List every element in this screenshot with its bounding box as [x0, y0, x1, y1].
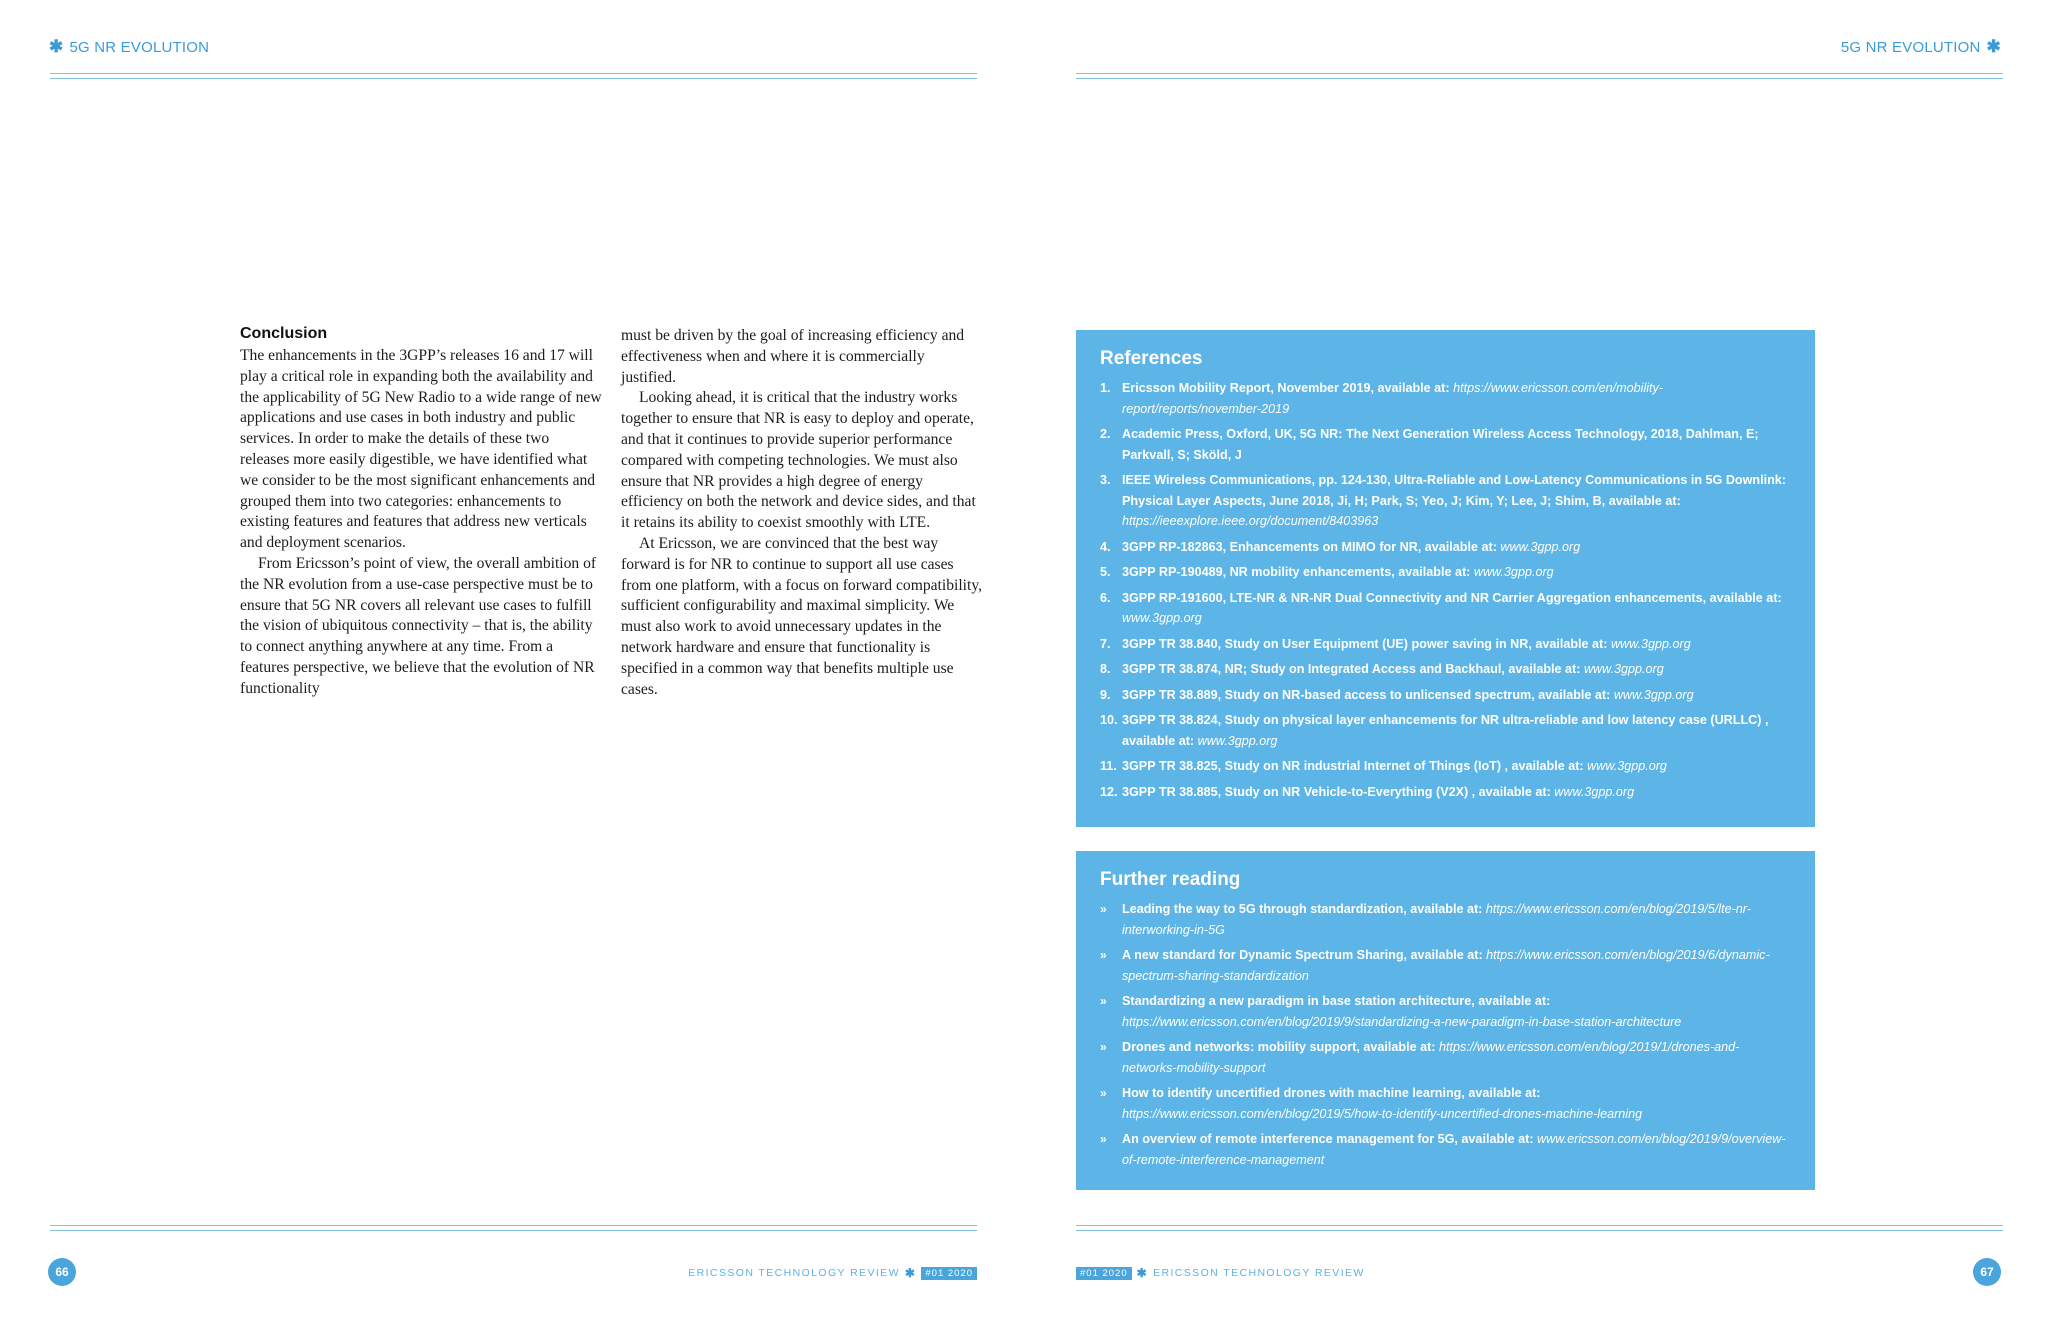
reading-text: An overview of remote interference management for 5G, available at: [1122, 1132, 1538, 1146]
further-reading-list [1100, 899, 1791, 1170]
reference-item [1100, 562, 1791, 583]
reading-text: Leading the way to 5G through standardization, available at: [1122, 902, 1486, 916]
further-reading-item [1100, 1129, 1791, 1170]
reference-text: 3GPP TR 38.840, Study on User Equipment (UE) power saving in NR, available at: [1122, 636, 1611, 651]
reference-link[interactable]: https://ieeexplore.ieee.org/document/8403963 [1122, 514, 1379, 528]
reference-item [1100, 710, 1791, 751]
paragraph: From Ericsson’s point of view, the overall ambition of the NR evolution from a use-case perspective must be to ensure that 5G NR covers all relevant use cases to fulfill the vision of ubiquitous connectivity – that is, the ability to connect anything anywhere at any time. From a features perspective, we believe that the evolution of NR functionality [240, 554, 597, 697]
conclusion-heading: Conclusion [240, 325, 328, 342]
reference-text: 3GPP TR 38.824, Study on physical layer enhancements for NR ultra-reliable and low latency case (URLLC) , available at: [1122, 713, 1769, 748]
reference-number: 10. [1100, 713, 1118, 727]
reading-text: A new standard for Dynamic Spectrum Sharing, available at: [1122, 948, 1487, 962]
section-title: 5G NR EVOLUTION [69, 38, 210, 56]
chevron-right-icon: » [1100, 902, 1107, 916]
reference-item [1100, 588, 1791, 629]
reference-item [1100, 685, 1791, 706]
reference-link[interactable]: https://www.ericsson.com/en/mobility-report/reports/november-2019 [1122, 381, 1664, 416]
reference-item [1100, 634, 1791, 655]
asterisk-icon: ✱ [1986, 37, 2001, 56]
further-reading-title: Further reading [1100, 869, 1241, 890]
reading-text: Drones and networks: mobility support, available at: [1122, 1040, 1440, 1054]
page-number-left: 66 [48, 1258, 76, 1286]
reference-link[interactable]: www.3gpp.org [1197, 733, 1278, 748]
reference-item [1100, 659, 1791, 680]
footer-publication-right [1076, 1266, 1365, 1280]
further-reading-item [1100, 899, 1791, 940]
reference-text: 3GPP RP-190489, NR mobility enhancements, available at: [1122, 565, 1474, 579]
page-number-right: 67 [1973, 1258, 2001, 1286]
asterisk-icon: ✱ [1136, 1266, 1149, 1280]
reading-link[interactable]: www.ericsson.com/en/blog/2019/9/overview-of-remote-interference-management [1122, 1132, 1786, 1167]
asterisk-icon: ✱ [49, 37, 64, 56]
reference-link[interactable]: www.3gpp.org [1500, 539, 1581, 554]
reference-number: 3. [1100, 473, 1111, 487]
asterisk-icon: ✱ [904, 1266, 917, 1280]
reference-number: 1. [1100, 381, 1111, 395]
text-column-2 [621, 326, 983, 700]
references-list [1100, 378, 1791, 802]
reference-item [1100, 782, 1791, 803]
reference-item [1100, 537, 1791, 558]
issue-badge: #01 2020 [1076, 1267, 1132, 1280]
text-column-1 [240, 324, 602, 700]
running-head-right [1841, 37, 2001, 57]
reference-link[interactable]: www.3gpp.org [1122, 611, 1202, 625]
reading-text: Standardizing a new paradigm in base station architecture, available at: [1122, 994, 1551, 1008]
paragraph: The enhancements in the 3GPP’s releases 16 and 17 will play a critical role in expanding both the availability and the applicability of 5G New Radio to a wide range of new applications and use cases in both industry and public services. In order to make the details of these two releases more easily digestible, we have identified what we consider to be the most significant enhancements and grouped them into two categories: enhancements to existing features and features that address new verticals and deployment scenarios. [240, 347, 602, 552]
reading-link[interactable]: https://www.ericsson.com/en/blog/2019/9/standardizing-a-new-paradigm-in-base-station-architecture [1122, 1014, 1682, 1029]
reading-link[interactable]: https://www.ericsson.com/en/blog/2019/5/lte-nr-interworking-in-5G [1122, 902, 1751, 937]
paragraph: must be driven by the goal of increasing efficiency and effectiveness when and where it is commercially justified. [621, 327, 965, 386]
footer-rule [50, 1225, 977, 1231]
header-rule [50, 73, 977, 79]
chevron-right-icon: » [1100, 1086, 1107, 1100]
publication-name: ERICSSON TECHNOLOGY REVIEW [1153, 1267, 1365, 1279]
reference-text: 3GPP TR 38.874, NR; Study on Integrated Access and Backhaul, available at: [1122, 662, 1584, 676]
reference-number: 4. [1100, 539, 1111, 554]
reference-number: 7. [1100, 636, 1111, 651]
reference-text: 3GPP TR 38.889, Study on NR-based access to unlicensed spectrum, available at: [1122, 687, 1614, 702]
reading-link[interactable]: https://www.ericsson.com/en/blog/2019/6/dynamic-spectrum-sharing-standardization [1122, 948, 1770, 983]
reference-number: 8. [1100, 662, 1111, 676]
further-reading-item [1100, 991, 1791, 1032]
chevron-right-icon: » [1100, 1040, 1107, 1054]
reference-number: 6. [1100, 590, 1111, 605]
reference-link[interactable]: www.3gpp.org [1610, 636, 1691, 651]
references-box [1076, 330, 1815, 827]
reference-text: 3GPP TR 38.825, Study on NR industrial Internet of Things (IoT) , available at: [1122, 759, 1588, 773]
further-reading-item [1100, 1083, 1791, 1124]
reference-link[interactable]: www.3gpp.org [1587, 759, 1667, 773]
further-reading-item [1100, 945, 1791, 986]
reading-text: How to identify uncertified drones with machine learning, available at: [1122, 1086, 1541, 1100]
reference-text: 3GPP RP-182863, Enhancements on MIMO for NR, available at: [1122, 539, 1501, 554]
reference-link[interactable]: www.3gpp.org [1613, 687, 1694, 702]
reference-number: 11. [1100, 759, 1117, 773]
reference-item [1100, 756, 1791, 777]
reading-link[interactable]: https://www.ericsson.com/en/blog/2019/1/drones-and-networks-mobility-support [1122, 1040, 1740, 1075]
reading-link[interactable]: https://www.ericsson.com/en/blog/2019/5/how-to-identify-uncertified-drones-machine-learning [1122, 1106, 1643, 1121]
further-reading-box [1076, 851, 1815, 1190]
footer-publication-left [688, 1266, 977, 1280]
reference-number: 12. [1100, 784, 1118, 799]
footer-rule [1076, 1225, 2003, 1231]
running-head-left [49, 37, 209, 57]
reference-number: 5. [1100, 565, 1111, 579]
reference-number: 9. [1100, 687, 1111, 702]
reference-text: Academic Press, Oxford, UK, 5G NR: The Next Generation Wireless Access Technology, 2018, Dahlman, E; Parkvall, S; Sköld, J [1122, 427, 1759, 462]
header-rule [1076, 73, 2003, 79]
reference-item [1100, 470, 1791, 532]
further-reading-item [1100, 1037, 1791, 1078]
issue-badge: #01 2020 [921, 1267, 977, 1280]
reference-link[interactable]: www.3gpp.org [1473, 565, 1554, 579]
reference-item [1100, 424, 1791, 465]
paragraph: At Ericsson, we are convinced that the best way forward is for NR to continue to support all use cases from one platform, with a focus on forward compatibility, sufficient configurability and maximal simplicity. We must also work to avoid unnecessary updates in the network hardware and ensure that functionality is specified in a common way that benefits multiple use cases. [621, 534, 983, 698]
reference-link[interactable]: www.3gpp.org [1554, 784, 1635, 799]
paragraph: Looking ahead, it is critical that the industry works together to ensure that NR is easy to deploy and operate, and that it continues to provide superior performance compared with competing technologies. We must also ensure that NR provides a high degree of energy efficiency on both the network and device sides, and that it retains its ability to coexist smoothly with LTE. [621, 389, 976, 532]
reference-text: IEEE Wireless Communications, pp. 124-130, Ultra-Reliable and Low-Latency Communications in 5G Downlink: Physical Layer Aspects, June 2018, Ji, H; Park, S; Yeo, J; Kim, Y; Lee, J; Shim, B, available at: [1122, 473, 1786, 508]
reference-item [1100, 378, 1791, 419]
chevron-right-icon: » [1100, 948, 1107, 962]
publication-name: ERICSSON TECHNOLOGY REVIEW [688, 1267, 900, 1279]
chevron-right-icon: » [1100, 994, 1107, 1008]
reference-number: 2. [1100, 427, 1111, 441]
reference-text: Ericsson Mobility Report, November 2019, available at: [1122, 381, 1454, 395]
references-title: References [1100, 348, 1203, 369]
chevron-right-icon: » [1100, 1132, 1107, 1146]
section-title: 5G NR EVOLUTION [1840, 38, 1981, 56]
reference-text: 3GPP TR 38.885, Study on NR Vehicle-to-Everything (V2X) , available at: [1122, 784, 1555, 799]
reference-link[interactable]: www.3gpp.org [1583, 662, 1664, 676]
reference-text: 3GPP RP-191600, LTE-NR & NR-NR Dual Connectivity and NR Carrier Aggregation enhancements, available at: [1122, 590, 1782, 605]
